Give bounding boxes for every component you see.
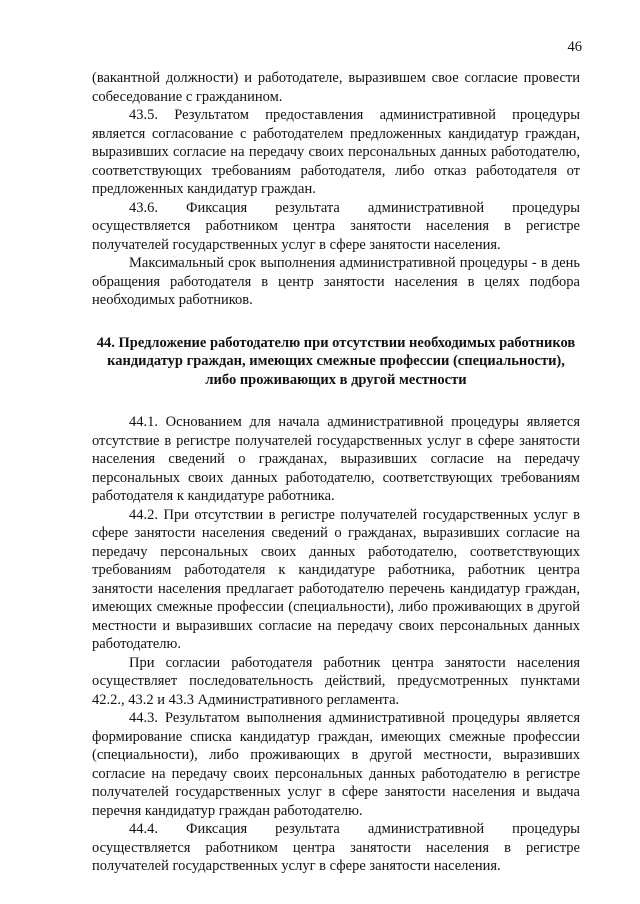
paragraph: Максимальный срок выполнения административной процедуры - в день обращения работодателя в центр занятости населения в целях подбора необходимых работников. xyxy=(92,255,580,308)
document-body xyxy=(92,69,580,876)
paragraph: 44.2. При отсутствии в регистре получателей государственных услуг в сфере занятости населения сведений о гражданах, выразивших согласие на передачу персональных своих данных работодателю, соответствующих требованиям работодателя к кандидатуре работника, работник центра занятости населения предлагает работодателю перечень кандидатур граждан, имеющих смежные профессии (специальности), либо проживающих в другой местности и выразивших согласие на передачу своих персональных данных работодателю. xyxy=(92,506,580,652)
paragraph: 43.6. Фиксация результата административной процедуры осуществляется работником центра занятости населения в регистре получателей государственных услуг в сфере занятости населения. xyxy=(92,199,580,253)
paragraph: 44.3. Результатом выполнения административной процедуры является формирование списка кандидатур граждан, имеющих смежные профессии (специальности), либо проживающих в другой местности, выразивших согласие на передачу своих персональных данных работодателю в регистре получателей государственных услуг в сфере занятости населения и выдача перечня кандидатур граждан работодателю. xyxy=(92,710,580,819)
paragraph: 44.1. Основанием для начала административной процедуры является отсутствие в регистре получателей государственных услуг в сфере занятости населения сведений о гражданах, выразивших согласие на передачу персональных своих данных работодателю, соответствующих требованиям работодателя к кандидатуре работника. xyxy=(92,414,580,504)
page-number: 46 xyxy=(567,39,582,55)
paragraph: 44.4. Фиксация результата административной процедуры осуществляется работником центра занятости населения в регистре получателей государственных услуг в сфере занятости населения. xyxy=(92,821,580,874)
paragraph: (вакантной должности) и работодателе, выразившем свое согласие провести собеседование с гражданином. xyxy=(92,70,580,105)
section-heading: 44. Предложение работодателю при отсутствии необходимых работников кандидатур граждан, имеющих смежные профессии (специальности), либо проживающих в другой местности xyxy=(96,334,576,388)
paragraph: 43.5. Результатом предоставления административной процедуры является согласование с работодателем предложенных кандидатур граждан, выразивших согласие на передачу своих персональных данных работодателю, соответствующих требованиям работодателя, либо отказ работодателя от предложенных кандидатур граждан. xyxy=(92,107,580,197)
paragraph: При согласии работодателя работник центра занятости населения осуществляет последовательность действий, предусмотренных пунктами 42.2., 43.2 и 43.3 Административного регламента. xyxy=(92,654,580,708)
